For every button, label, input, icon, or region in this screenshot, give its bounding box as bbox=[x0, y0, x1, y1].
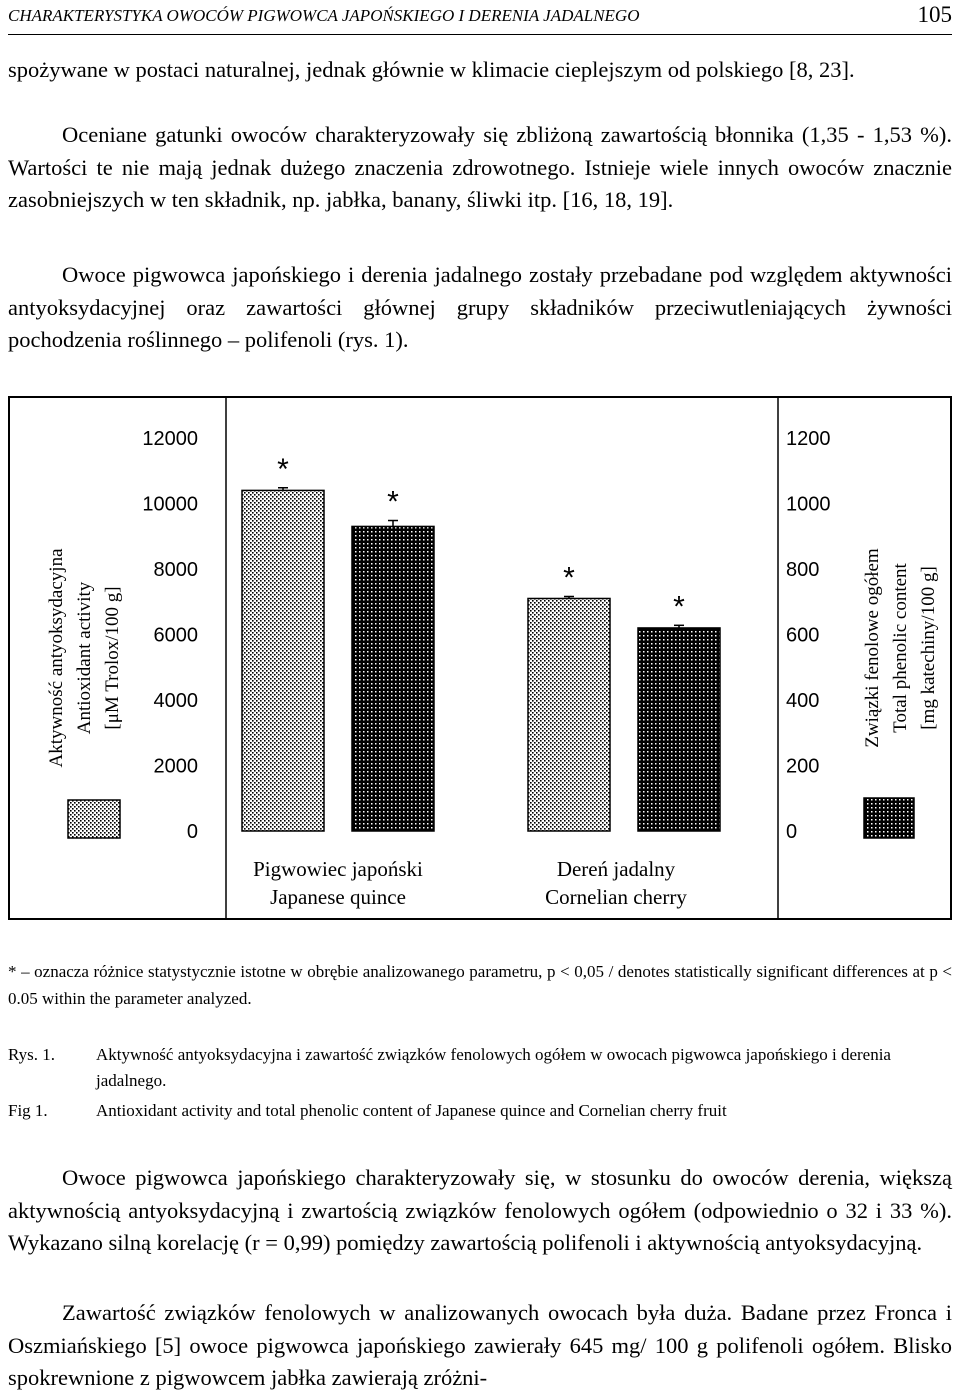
left-tick-label: 12000 bbox=[142, 428, 198, 450]
bar-chart bbox=[10, 398, 950, 918]
paragraph-3 bbox=[8, 259, 952, 357]
page-number: 105 bbox=[917, 2, 952, 27]
right-tick-label: 1200 bbox=[786, 428, 831, 450]
right-axis-label: Związki fenolowe ogółem bbox=[862, 548, 883, 748]
left-axis-label: [μM Trolox/100 g] bbox=[102, 586, 123, 730]
right-axis-label: [mg katechiny/100 g] bbox=[918, 566, 939, 730]
right-axis-label: Total phenolic content bbox=[890, 563, 911, 733]
bar bbox=[352, 526, 434, 831]
left-tick-label: 2000 bbox=[153, 755, 198, 778]
caption-polish-label: Rys. 1. bbox=[8, 1045, 56, 1064]
bar bbox=[528, 598, 610, 831]
running-title: CHARAKTERYSTYKA OWOCÓW PIGWOWCA JAPOŃSKIEGO I DERENIA JADALNEGO bbox=[8, 6, 640, 25]
left-tick-label: 4000 bbox=[153, 690, 198, 712]
paragraph-5-text: Zawartość związków fenolowych w analizowanych owocach była duża. Badane przez Fronca i Oszmiańskiego [5] owoce pigwowca japońskiego zawierały 645 mg/ 100 g polifenoli ogółem. Blisko spokrewnione z pigwowcem jabłka zawierają zróżni- bbox=[8, 1300, 952, 1390]
legend-swatch-antioxidant bbox=[68, 800, 120, 838]
figure-frame bbox=[8, 396, 952, 920]
paragraph-4-text: Owoce pigwowca japońskiego charakteryzowały się, w stosunku do owoców derenia, większą aktywnością antyoksydacyjną i zwartością związków fenolowych ogółem (odpowiednio o 32 i 33 %). Wykazano silną korelację (r = 0,99) pomiędzy zawartością polifenoli i aktywnością antyoksydacyjną. bbox=[8, 1165, 952, 1255]
right-tick-label: 600 bbox=[786, 624, 820, 647]
paragraph-3-text: Owoce pigwowca japońskiego i derenia jadalnego zostały przebadane pod względem aktywności antyoksydacyjnej oraz zawartości głównej grupy składników przeciwutleniających żywności pochodzenia roślinnego – polifenoli (rys. 1). bbox=[8, 262, 952, 352]
right-tick-label: 0 bbox=[786, 821, 798, 843]
running-header bbox=[8, 4, 952, 35]
left-tick-label: 0 bbox=[186, 821, 198, 843]
legend-swatch-phenolic bbox=[864, 798, 914, 838]
paragraph-4 bbox=[8, 1162, 952, 1260]
significance-marker: * bbox=[277, 452, 289, 486]
caption-english-text: Antioxidant activity and total phenolic content of Japanese quince and Cornelian cherry fruit bbox=[96, 1101, 727, 1120]
right-tick-label: 1000 bbox=[786, 493, 831, 516]
left-tick-label: 8000 bbox=[153, 559, 198, 581]
figure-footnote: * – oznacza różnice statystycznie istotne w obrębie analizowanego parametru, p < 0,05 / denotes statistically significant differences at p < 0.05 within the parameter analyzed. bbox=[8, 962, 952, 1008]
right-tick-label: 800 bbox=[786, 559, 820, 581]
paragraph-5 bbox=[8, 1297, 952, 1395]
left-tick-label: 10000 bbox=[142, 493, 198, 516]
bar bbox=[638, 628, 720, 831]
paragraph-2-text: Oceniane gatunki owoców charakteryzowały się zbliżoną zawartością błonnika (1,35 - 1,53 %). Wartości te nie mają jednak dużego znaczenia zdrowotnego. Istnieje wiele innych owoców znacznie zasobniejszych w ten składnik, np. jabłka, banany, śliwki itp. [16, 18, 19]. bbox=[8, 122, 952, 212]
category-label-pl: Pigwowiec japoński bbox=[253, 857, 423, 881]
paragraph-1 bbox=[8, 54, 952, 87]
right-tick-label: 200 bbox=[786, 755, 820, 778]
significance-marker: * bbox=[387, 485, 399, 519]
right-tick-label: 400 bbox=[786, 690, 820, 712]
significance-marker: * bbox=[563, 561, 575, 595]
left-tick-label: 6000 bbox=[153, 624, 198, 647]
paragraph-2 bbox=[8, 119, 952, 217]
bar bbox=[242, 490, 324, 831]
significance-marker: * bbox=[673, 590, 685, 624]
left-axis-label: Aktywność antyoksydacyjna bbox=[46, 548, 67, 768]
caption-english-label: Fig 1. bbox=[8, 1101, 48, 1120]
caption-polish-text: Aktywność antyoksydacyjna i zawartość związków fenolowych ogółem w owocach pigwowca japońskiego i derenia jadalnego. bbox=[96, 1045, 891, 1090]
category-label-en: Cornelian cherry bbox=[545, 885, 687, 909]
category-label-en: Japanese quince bbox=[270, 885, 406, 909]
paragraph-1-text: spożywane w postaci naturalnej, jednak głównie w klimacie cieplejszym od polskiego [8, 23]. bbox=[8, 57, 855, 82]
left-axis-label: Antioxidant activity bbox=[74, 581, 95, 735]
category-label-pl: Dereń jadalny bbox=[556, 857, 676, 881]
